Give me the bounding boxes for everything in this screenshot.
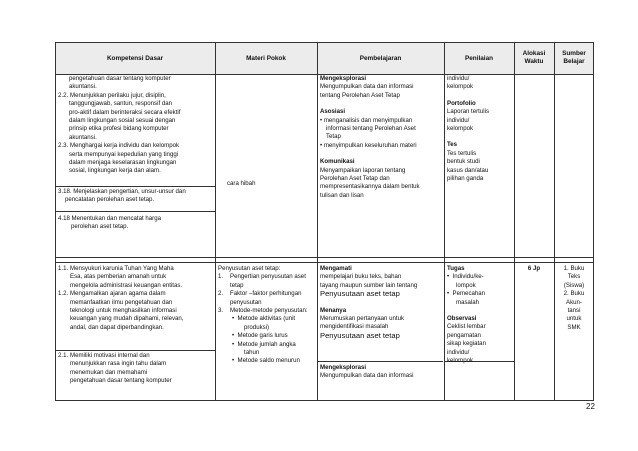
penilaian-line: lompok	[456, 281, 476, 289]
kd-text-line: prinsip etika profesi bidang komputer	[69, 125, 169, 133]
pembelajaran-line: tayang maupun sumber lain tentang	[320, 281, 418, 289]
kd-21-block	[58, 352, 172, 386]
header-kompetensi: Kompetensi Dasar	[106, 55, 164, 62]
cell-divider	[55, 350, 215, 351]
kd-text-line: serta mempunyai kepedulian yang tinggi	[69, 150, 179, 158]
materi-line: Metode jumlah angka	[237, 340, 296, 348]
section-title: Tes	[447, 141, 458, 149]
sumber-line: untuk	[566, 315, 582, 323]
header-alokasi-line: Alokasi	[522, 50, 546, 57]
table-border	[444, 42, 445, 400]
pembelajaran-line: informasi tentang Perolehan Aset	[326, 125, 416, 133]
bullet-icon: •	[232, 340, 235, 348]
bullet-icon: •	[232, 357, 235, 365]
kd-text-line: 4.18 Menentukan dan mencatat harga	[58, 215, 161, 222]
bullet-icon: •	[232, 315, 235, 323]
kd-top-block	[58, 75, 180, 176]
pembelajaran-line: mempresentasikannya dalam bentuk	[320, 183, 420, 191]
materi-number: 2.	[218, 290, 224, 298]
sumber-number: 1.	[563, 265, 569, 272]
penilaian-line: Ceklist lembar	[447, 323, 486, 331]
kd-text-line: pro-aktif dalam berinteraksi secara efektif	[69, 108, 181, 116]
pembelajaran-line: menyimpulkan keseluruhan materi	[323, 141, 417, 149]
penilaian-line: pilihan ganda	[447, 175, 484, 183]
silabus-table	[55, 42, 594, 400]
pembelajaran-line: mengidentifikasi masalah	[320, 323, 389, 331]
kd-text-line: pengetahuan dasar tentang komputer	[70, 377, 172, 385]
kd-number: 2.3.	[58, 142, 69, 150]
kd-text-line: sosial, lingkungan kerja dan alam.	[69, 167, 161, 175]
table-border	[514, 42, 515, 400]
pembelajaran-topic: Penyusutaan aset tetap	[320, 289, 400, 299]
materi-line: Metode-metode penyusutan:	[230, 307, 308, 315]
pembelajaran-eksplorasi-bottom	[320, 364, 414, 381]
alokasi-waktu: 6 Jp	[527, 265, 541, 272]
kd-text-line: akuntansi.	[69, 83, 97, 91]
penilaian-line: Laporan tertulis	[447, 108, 490, 116]
pembelajaran-line: Mengumpulkan data dan informasi	[320, 372, 414, 380]
materi-line: produksi)	[244, 323, 270, 331]
kd-text-line: pencatatan perolehan aset tetap.	[65, 196, 155, 204]
penilaian-line: kelompok	[447, 125, 474, 133]
bullet-icon: •	[232, 332, 235, 340]
penilaian-bottom	[447, 265, 486, 365]
sumber-line: Teks	[567, 273, 581, 281]
penilaian-line: kasus dan/atau	[447, 166, 489, 174]
materi-number: 1.	[218, 273, 224, 281]
kd-text-line: teknologi untuk menghasilkan informasi	[70, 307, 177, 315]
cell-divider	[317, 361, 443, 362]
penilaian-line: masalah	[456, 298, 480, 306]
header-sumber	[554, 50, 594, 66]
materi-number: 3.	[218, 307, 224, 315]
penilaian-line: kelompok	[447, 357, 474, 365]
header-sumber-line: Belajar	[563, 58, 585, 65]
table-border	[215, 42, 216, 400]
bullet-icon: •	[320, 116, 323, 124]
materi-line: Penyusutan aset tetap:	[218, 265, 281, 272]
pembelajaran-line: menganalisis dan menyimpulkan	[323, 116, 413, 124]
header-sumber-line: Sumber	[562, 50, 586, 57]
penilaian-line: bentuk studi	[447, 158, 480, 166]
header-alokasi	[514, 50, 554, 66]
cell-divider	[55, 186, 215, 187]
materi-line: Metode garis lurus	[237, 332, 288, 340]
section-title: Mengeksplorasi	[320, 364, 367, 371]
header-pembelajaran: Pembelajaran	[359, 55, 402, 62]
kd-text-line: perolehan aset tetap.	[71, 223, 129, 231]
kd-bottom-block	[58, 265, 184, 332]
penilaian-top	[447, 75, 489, 183]
kd-text-line: pengetahuan dasar tentang komputer	[69, 75, 171, 82]
penilaian-line: Individu/ke-	[452, 273, 484, 281]
pembelajaran-line: Tetap	[326, 133, 341, 141]
materi-top: cara hibah	[227, 180, 256, 187]
pembelajaran-line: Mengumpulkan data dan informasi	[320, 83, 414, 91]
kd-text-line: Esa, atas pemberian amanah untuk	[70, 273, 167, 281]
kd-text-line: Mengamalkan ajaran agama dalam	[70, 290, 166, 298]
table-border	[554, 42, 555, 400]
materi-line: penyusutan	[230, 298, 262, 306]
penilaian-line: sikap kegiatan	[447, 340, 486, 348]
kd-number: 2.2.	[58, 91, 69, 99]
pembelajaran-line: Menyampaikan laporan tentang	[320, 166, 406, 174]
penilaian-line: kelompok	[447, 83, 474, 91]
materi-line: Faktor –faktor perhitungan	[230, 290, 302, 298]
bullet-icon: •	[320, 141, 323, 149]
section-title: Mengeksplorasi	[320, 75, 367, 82]
pembelajaran-line: Perolehan Aset Tetap dan	[320, 175, 390, 183]
sumber-line: Akun-	[566, 298, 582, 306]
materi-line: Metode aktivitas (unit	[237, 315, 296, 323]
section-title: Komunikasi	[320, 158, 355, 166]
sumber-line: Buku	[570, 265, 585, 272]
penilaian-line: individu/	[447, 348, 470, 356]
table-border	[593, 42, 594, 400]
kd-418	[58, 215, 161, 232]
section-title: Asosiasi	[320, 108, 346, 116]
kd-text-line: Mensyukuri karunia Tuhan Yang Maha	[70, 265, 174, 272]
materi-line: Metode saldo menurun	[237, 357, 300, 365]
section-title: Tugas	[447, 265, 465, 272]
kd-text-line: Memiliki motivasi internal dan	[70, 352, 150, 359]
sumber-number: 2.	[563, 290, 569, 298]
table-border	[55, 400, 594, 401]
section-title: Mengamati	[320, 265, 352, 272]
kd-number: 1.1.	[58, 265, 69, 272]
kd-text-line: memanfaatkan ilmu pengetahuan dan	[70, 298, 173, 306]
pembelajaran-top	[320, 75, 420, 200]
kd-text-line: Menghargai kerja individu dan kelompok	[70, 142, 180, 150]
sumber-line: SMK	[567, 323, 581, 331]
pembelajaran-line: tentang Perolehan Aset Tetap	[320, 91, 400, 99]
kd-text-line: mengelola administrasi keuangan entitas.	[70, 281, 183, 289]
pembelajaran-line: mempelajari buku teks, bahan	[320, 273, 402, 281]
section-title: Observasi	[447, 315, 477, 323]
cell-divider	[55, 211, 215, 212]
table-border	[317, 42, 318, 400]
pembelajaran-bottom	[320, 265, 417, 340]
pembelajaran-line: tulisan dan lisan	[320, 191, 364, 199]
kd-number: 2.1.	[58, 352, 69, 359]
kd-text-line: keuangan yang mudah dipahami, relevan,	[70, 315, 184, 323]
sumber-line: tansi	[567, 307, 581, 315]
section-title: Menanya	[320, 306, 347, 314]
kd-text-line: tanggungjawab, santun, responsif dan	[69, 100, 172, 108]
table-border	[55, 42, 56, 400]
sumber-line: Buku	[570, 290, 585, 298]
kd-text-line: andal, dan dapat diperbandingkan.	[70, 323, 164, 331]
bullet-icon: •	[447, 290, 450, 298]
pembelajaran-topic: Penyusutaan aset tetap	[320, 330, 400, 340]
kd-318	[58, 188, 186, 205]
kd-text-line: dalam menjaga keselarasan lingkungan	[69, 159, 177, 167]
kd-text-line: akuntansi.	[69, 133, 97, 141]
penilaian-line: pengamatan	[447, 331, 481, 339]
penilaian-line: individu/	[447, 116, 470, 124]
materi-line: tetap	[230, 281, 244, 289]
sumber-belajar	[554, 265, 594, 332]
penilaian-line: individu/	[447, 75, 470, 82]
bullet-icon: •	[447, 273, 450, 281]
header-materi: Materi Pokok	[246, 55, 286, 62]
pembelajaran-line: Merumuskan pertanyaan untuk	[320, 315, 405, 323]
penilaian-line: Tes tertulis	[447, 149, 477, 157]
penilaian-line: Pemecahan	[452, 290, 486, 298]
kd-text-line: 3.18. Menjelaskan pengertian, unsur-unsur dan	[58, 188, 186, 195]
header-alokasi-line: Waktu	[524, 58, 544, 65]
kd-text-line: menemukan dan memahami	[70, 368, 148, 376]
kd-number: 1.2.	[58, 290, 69, 298]
materi-bottom	[218, 265, 308, 366]
kd-text-line: menunjukkan rasa ingin tahu dalam	[70, 360, 167, 368]
header-penilaian: Penilaian	[464, 55, 494, 62]
kd-text-line: Menunjukkan perilaku jujur, disiplin,	[70, 91, 166, 99]
materi-line: tahun	[244, 349, 260, 357]
materi-line: Pengertian penyusutan aset	[230, 273, 306, 281]
kd-text-line: dalam lingkungan sosial sesuai dengan	[69, 117, 176, 125]
section-title: Portofolio	[447, 99, 476, 107]
page-number: 22	[586, 402, 595, 411]
sumber-line: (Siswa)	[563, 281, 585, 289]
